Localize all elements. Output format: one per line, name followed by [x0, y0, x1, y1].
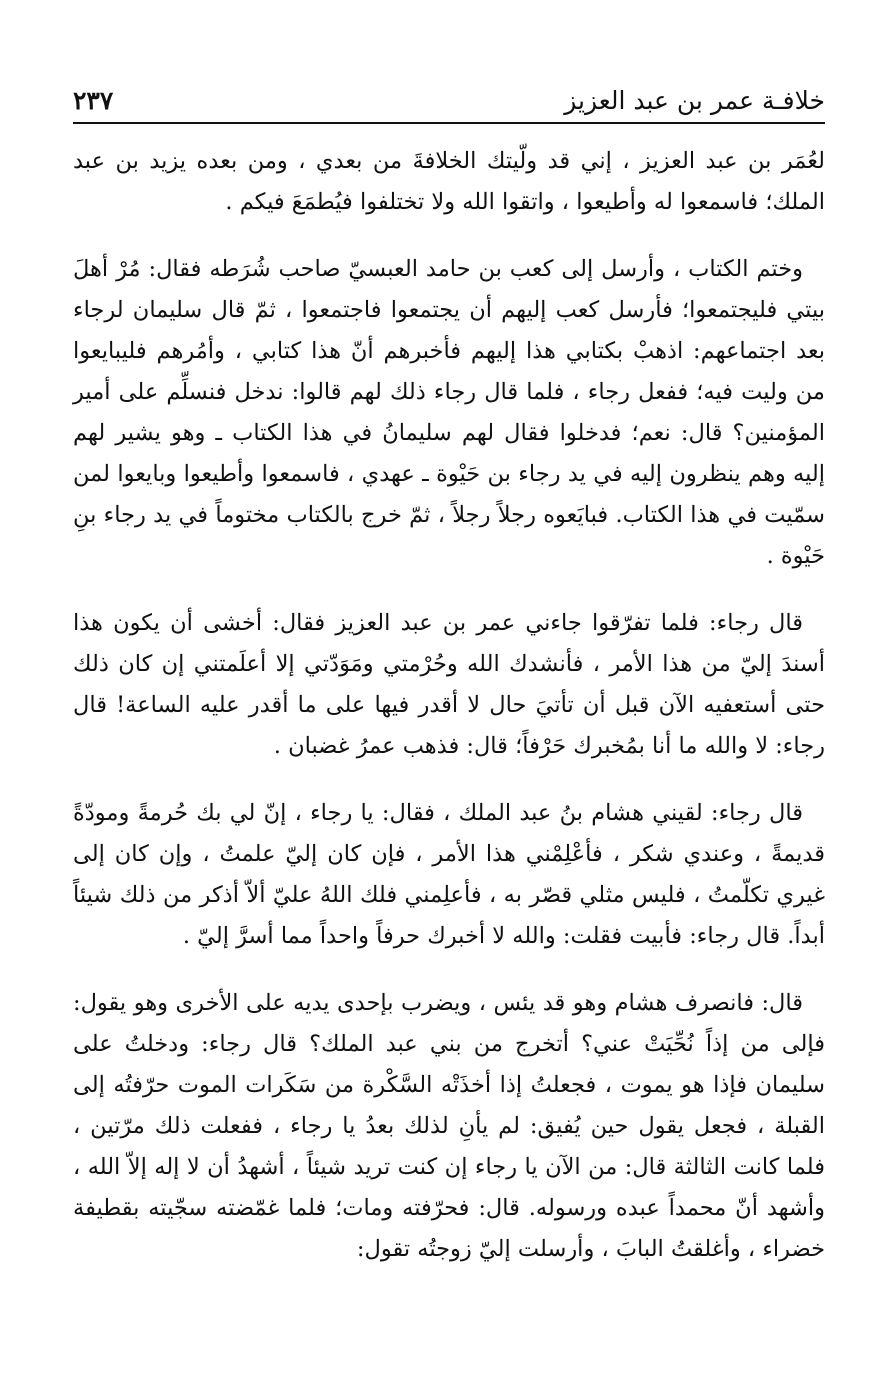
- page-number: ٢٣٧: [73, 86, 114, 115]
- paragraph-1: لعُمَر بن عبد العزيز ، إني قد ولّيتك الخلافةَ من بعدي ، ومن بعده يزيد بن عبد الملك؛ فاسمعوا له وأطيعوا ، واتقوا الله ولا تختلفوا فيُطمَعَ فيكم .: [73, 148, 825, 215]
- running-header: [73, 74, 825, 126]
- body-text: [73, 141, 825, 1296]
- header-rule: [73, 122, 825, 124]
- running-title: خلافـة عمر بن عبد العزيز: [564, 86, 825, 115]
- paragraph-4: قال رجاء: لقيني هشام بنُ عبد الملك ، فقال: يا رجاء ، إنّ لي بك حُرمةً ومودّةً قديمةً ، وعندي شكر ، فأعْلِمْني هذا الأمر ، فإن كان إليّ علمتُ ، وإن كان إلى غيري تكلّمتُ ، فليس مثلي قصّر به ، فأعلِمني فلك اللهُ عليّ ألاّ أذكر من ذلك شيئاً أبداً. قال رجاء: فأبيت فقلت: والله لا أخبرك حرفاً واحداً مما أسرَّ إليّ .: [73, 800, 825, 949]
- paragraph-5: قال: فانصرف هشام وهو قد يئس ، ويضرب بإحدى يديه على الأخرى وهو يقول: فإلى من إذاً نُحِّيَتْ عني؟ أتخرج من بني عبد الملك؟ قال رجاء: ودخلتُ على سليمان فإذا هو يموت ، فجعلتُ إذا أخذَتْه السَّكْرة من سَكَرات الموت حرّفتُه إلى القبلة ، فجعل يقول حين يُفيق: لم يأنِ لذلك بعدُ يا رجاء ، ففعلت ذلك مرّتين ، فلما كانت الثالثة قال: من الآن يا رجاء إن كنت تريد شيئاً ، أشهدُ أن لا إله إلاّ الله ، وأشهد أنّ محمداً عبده ورسوله. قال: فحرّفته ومات؛ فلما غمّضته سجّيته بقطيفة خضراء ، وأغلقتُ البابَ ، وأرسلت إليّ زوجتُه تقول:: [73, 990, 825, 1262]
- paragraph-2: وختم الكتاب ، وأرسل إلى كعب بن حامد العبسيّ صاحب شُرَطه فقال: مُرْ أهلَ بيتي فليجتمعوا؛ فأرسل كعب إليهم أن يجتمعوا فاجتمعوا ، ثمّ قال سليمان لرجاء بعد اجتماعهم: اذهبْ بكتابي هذا إليهم فأخبرهم أنّ هذا كتابي ، وأمُرهم فليبايعوا من وليت فيه؛ ففعل رجاء ، فلما قال رجاء ذلك لهم قالوا: ندخل فنسلِّم على أمير المؤمنين؟ قال: نعم؛ فدخلوا فقال لهم سليمانُ في هذا الكتاب ـ وهو يشير لهم إليه وهم ينظرون إليه في يد رجاء بن حَيْوة ـ عهدي ، فاسمعوا وأطيعوا وبايعوا لمن سمّيت في هذا الكتاب. فبايَعوه رجلاً رجلاً ، ثمّ خرج بالكتاب مختوماً في يد رجاء بنِ حَيْوة .: [73, 256, 825, 569]
- paragraph-3: قال رجاء: فلما تفرّقوا جاءني عمر بن عبد العزيز فقال: أخشى أن يكون هذا أسندَ إليّ من هذا الأمر ، فأنشدك الله وحُرْمتي ومَوَدّتي إلا أعلَمتني إن كان ذلك حتى أستعفيه الآن قبل أن تأتيَ حال لا أقدر فيها على ما أقدر عليه الساعة! قال رجاء: لا والله ما أنا بمُخبرك حَرْفاً؛ قال: فذهب عمرُ غضبان .: [73, 610, 825, 759]
